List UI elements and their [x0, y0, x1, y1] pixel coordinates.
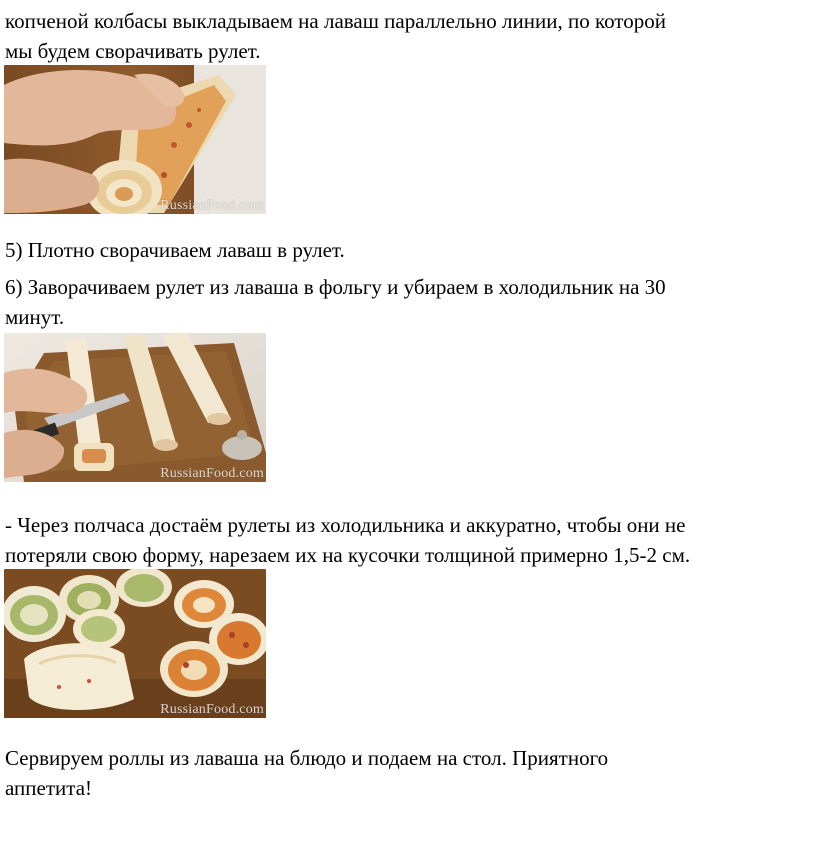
- photo-wrapped-rolls: [4, 333, 266, 482]
- slice-line-2: потеряли свою форму, нарезаем их на кусочки толщиной примерно 1,5-2 см.: [5, 543, 691, 567]
- step-5-text: 5) Плотно сворачиваем лаваш в рулет.: [5, 238, 345, 262]
- watermark: RussianFood.com: [160, 198, 264, 213]
- watermark: RussianFood.com: [160, 702, 264, 717]
- intro-line-1: копченой колбасы выкладываем на лаваш параллельно линии, по которой: [5, 9, 666, 33]
- photo-sliced-rolls: [4, 569, 266, 718]
- serve-line-1: Сервируем роллы из лаваша на блюдо и подаем на стол. Приятного: [5, 746, 609, 770]
- watermark: RussianFood.com: [160, 466, 264, 481]
- step-6-line-1: 6) Заворачиваем рулет из лаваша в фольгу и убираем в холодильник на 30: [5, 275, 666, 299]
- photo-rolling-lavash: [4, 65, 266, 214]
- step-6-line-2: минут.: [5, 305, 65, 329]
- intro-line-2: мы будем сворачивать рулет.: [5, 39, 261, 63]
- serve-line-2: аппетита!: [5, 776, 93, 800]
- slice-line-1: - Через полчаса достаём рулеты из холодильника и аккуратно, чтобы они не: [5, 513, 686, 537]
